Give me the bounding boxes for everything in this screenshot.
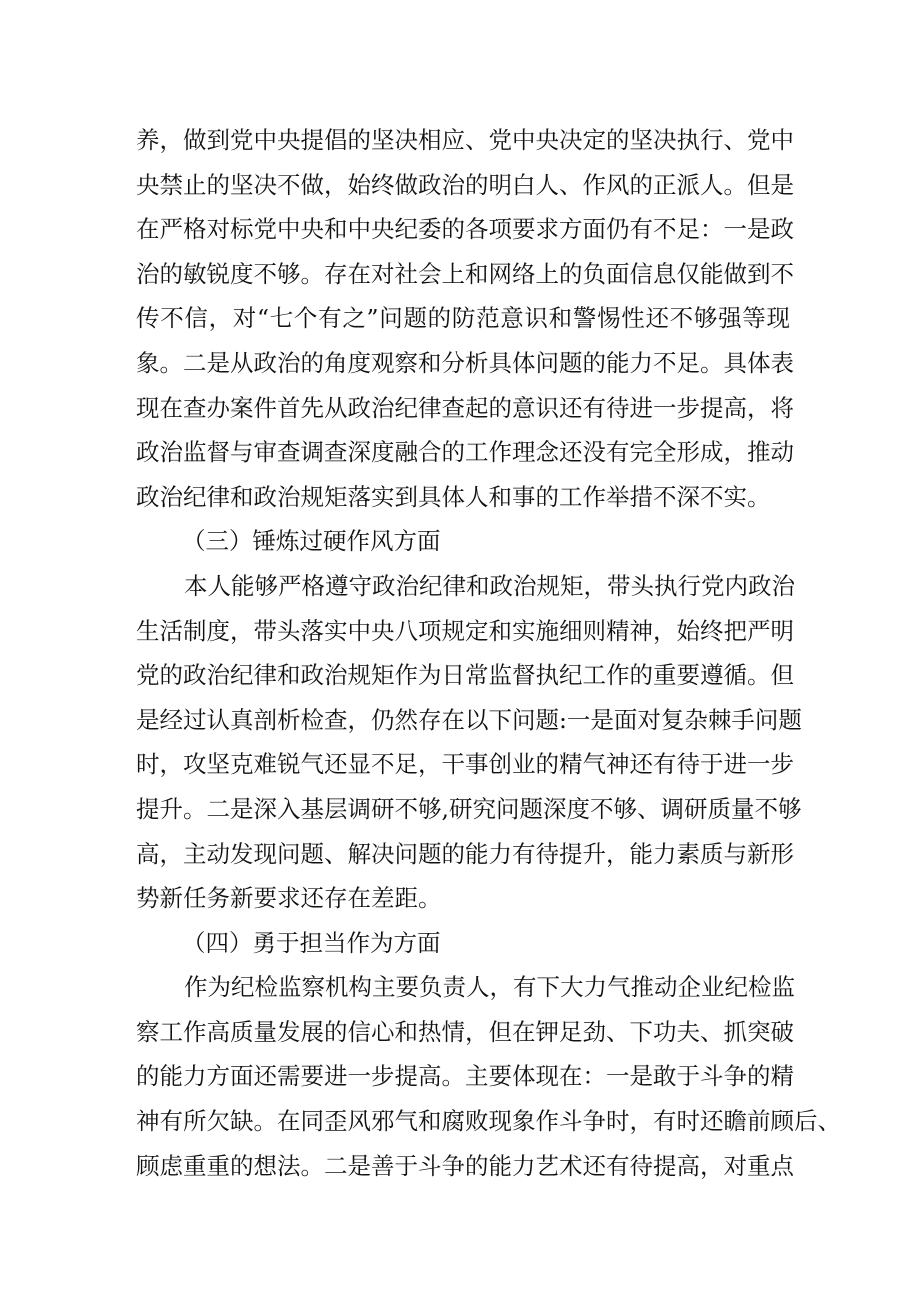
paragraph-work-style <box>136 564 802 921</box>
text-line: 高，主动发现问题、解决问题的能力有待提升，能力素质与新形 <box>136 839 794 868</box>
section-heading-4: （四）勇于担当作为方面 <box>182 928 441 957</box>
text-line: 是经过认真剖析检查，仍然存在以下问题:一是面对复杂棘手问题 <box>136 705 802 734</box>
text-line: 党的政治纪律和政治规矩作为日常监督执纪工作的重要遵循。但 <box>136 661 794 690</box>
text-line: 养，做到党中央提倡的坚决相应、党中央决定的坚决执行、党中 <box>136 126 794 154</box>
text-line: 顾虑重重的想法。二是善于斗争的能力艺术还有待提高，对重点 <box>136 1151 794 1180</box>
text-line: 现在查办案件首先从政治纪律查起的意识还有待进一步提高，将 <box>136 393 794 422</box>
text-line: 势新任务新要求还存在差距。 <box>136 884 442 913</box>
paragraph-responsibility <box>136 965 841 1188</box>
text-line: 作为纪检监察机构主要负责人，有下大力气推动企业纪检监 <box>184 973 795 1002</box>
text-line: 神有所欠缺。在同歪风邪气和腐败现象作斗争时，有时还瞻前顾后、 <box>136 1107 841 1136</box>
text-line: 治的敏锐度不够。存在对社会上和网络上的负面信息仅能做到不 <box>136 259 794 288</box>
text-line: 政治监督与审查调查深度融合的工作理念还没有完全形成，推动 <box>136 438 794 467</box>
text-line: 政治纪律和政治规矩落实到具体人和事的工作举措不深不实。 <box>136 482 771 511</box>
text-line: 时，攻坚克难锐气还显不足，干事创业的精气神还有待于进一步 <box>136 750 794 779</box>
paragraph-political-sensitivity <box>136 118 794 519</box>
text-line: 的能力方面还需要进一步提高。主要体现在：一是敢于斗争的精 <box>136 1062 794 1091</box>
text-line: 察工作高质量发展的信心和热情，但在钾足劲、下功夫、抓突破 <box>136 1017 794 1046</box>
text-line: 央禁止的坚决不做，始终做政治的明白人、作风的正派人。但是 <box>136 170 794 199</box>
text-line: 本人能够严格遵守政治纪律和政治规矩，带头执行党内政治 <box>184 571 795 600</box>
text-line: 在严格对标党中央和中央纪委的各项要求方面仍有不足：一是政 <box>136 215 794 244</box>
text-line: 传不信，对“七个有之”问题的防范意识和警惕性还不够强等现 <box>136 304 790 333</box>
text-line: 提升。二是深入基层调研不够,研究问题深度不够、调研质量不够 <box>136 794 802 823</box>
document-page <box>136 118 841 1188</box>
text-line: 象。二是从政治的角度观察和分析具体问题的能力不足。具体表 <box>136 348 794 377</box>
text-line: 生活制度，带头落实中央八项规定和实施细则精神，始终把严明 <box>136 616 794 645</box>
section-heading-3: （三）锤炼过硬作风方面 <box>182 527 441 556</box>
